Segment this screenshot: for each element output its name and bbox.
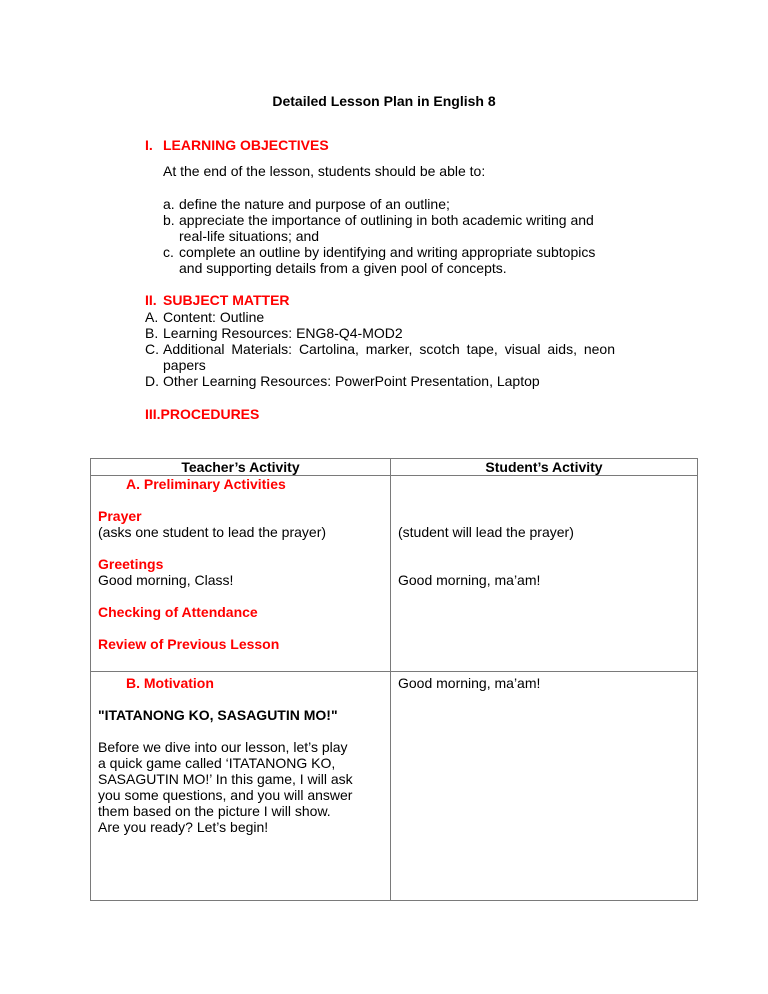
greetings-teacher-text: Good morning, Class! <box>98 572 234 588</box>
subject-text-cont: papers <box>163 357 206 373</box>
objectives-intro: At the end of the lesson, students should be able to: <box>163 163 486 179</box>
subject-text: Other Learning Resources: PowerPoint Presentation, Laptop <box>163 373 540 389</box>
section-motivation: B. Motivation <box>126 675 214 691</box>
table-row <box>91 476 698 672</box>
subject-item-a <box>145 309 703 325</box>
section-preliminary-activities: A. Preliminary Activities <box>126 476 286 492</box>
objective-marker: c. <box>163 244 174 260</box>
student-cell-preliminary <box>391 476 698 672</box>
subject-marker: C. <box>145 341 159 357</box>
greetings-label: Greetings <box>98 556 164 572</box>
objective-marker: b. <box>163 212 175 228</box>
review-label: Review of Previous Lesson <box>98 636 280 652</box>
header-teacher-activity: Teacher’s Activity <box>91 459 391 476</box>
motivation-text-line: SASAGUTIN MO!’ In this game, I will ask <box>98 771 353 787</box>
subject-text: Additional Materials: Cartolina, marker, scotch tape, visual aids, neon <box>163 341 615 357</box>
motivation-text-line: Are you ready? Let’s begin! <box>98 819 269 835</box>
objective-text: define the nature and purpose of an outline; <box>179 196 450 212</box>
objective-marker: a. <box>163 196 175 212</box>
subject-text: Learning Resources: ENG8-Q4-MOD2 <box>163 325 403 341</box>
prayer-student-text: (student will lead the prayer) <box>398 524 574 540</box>
objective-text: complete an outline by identifying and writing appropriate subtopics <box>179 244 596 260</box>
objective-text: appreciate the importance of outlining in both academic writing and <box>179 212 594 228</box>
prayer-label: Prayer <box>98 508 142 524</box>
table-header-row <box>91 459 698 476</box>
objectives-heading-text: LEARNING OBJECTIVES <box>163 137 329 153</box>
subject-text: Content: Outline <box>163 309 265 325</box>
greetings-student-text: Good morning, ma’am! <box>398 572 541 588</box>
teacher-cell-preliminary <box>91 476 391 672</box>
motivation-text-line: them based on the picture I will show. <box>98 803 331 819</box>
attendance-label: Checking of Attendance <box>98 604 258 620</box>
prayer-teacher-text: (asks one student to lead the prayer) <box>98 524 327 540</box>
objective-item-a <box>163 196 703 212</box>
subject-matter-heading-number: II. <box>145 292 157 308</box>
game-title: "ITATANONG KO, SASAGUTIN MO!" <box>98 707 338 723</box>
subject-item-b <box>145 325 703 341</box>
teacher-cell-motivation <box>91 672 391 901</box>
subject-matter-heading-text: SUBJECT MATTER <box>163 292 290 308</box>
motivation-text-line: a quick game called ‘ITATANONG KO, <box>98 755 336 771</box>
subject-marker: D. <box>145 373 159 389</box>
objective-item-b <box>163 212 703 244</box>
subject-item-d <box>145 373 703 389</box>
objective-text-cont: real-life situations; and <box>179 228 320 244</box>
student-cell-motivation <box>391 672 698 901</box>
subject-marker: B. <box>145 325 159 341</box>
procedures-heading: III.PROCEDURES <box>145 406 260 422</box>
table-row <box>91 672 698 901</box>
motivation-text-line: Before we dive into our lesson, let’s play <box>98 739 348 755</box>
subject-item-c <box>145 341 703 373</box>
document-title: Detailed Lesson Plan in English 8 <box>272 93 496 109</box>
motivation-student-response: Good morning, ma’am! <box>398 675 541 691</box>
header-student-activity: Student’s Activity <box>391 459 698 476</box>
subject-marker: A. <box>145 309 159 325</box>
procedures-table <box>90 458 698 901</box>
objective-item-c <box>163 244 703 276</box>
motivation-text-line: you some questions, and you will answer <box>98 787 353 803</box>
subject-matter-heading <box>145 292 290 308</box>
objective-text-cont: and supporting details from a given pool of concepts. <box>179 260 507 276</box>
objectives-heading-number: I. <box>145 137 153 153</box>
objectives-heading <box>145 137 329 153</box>
